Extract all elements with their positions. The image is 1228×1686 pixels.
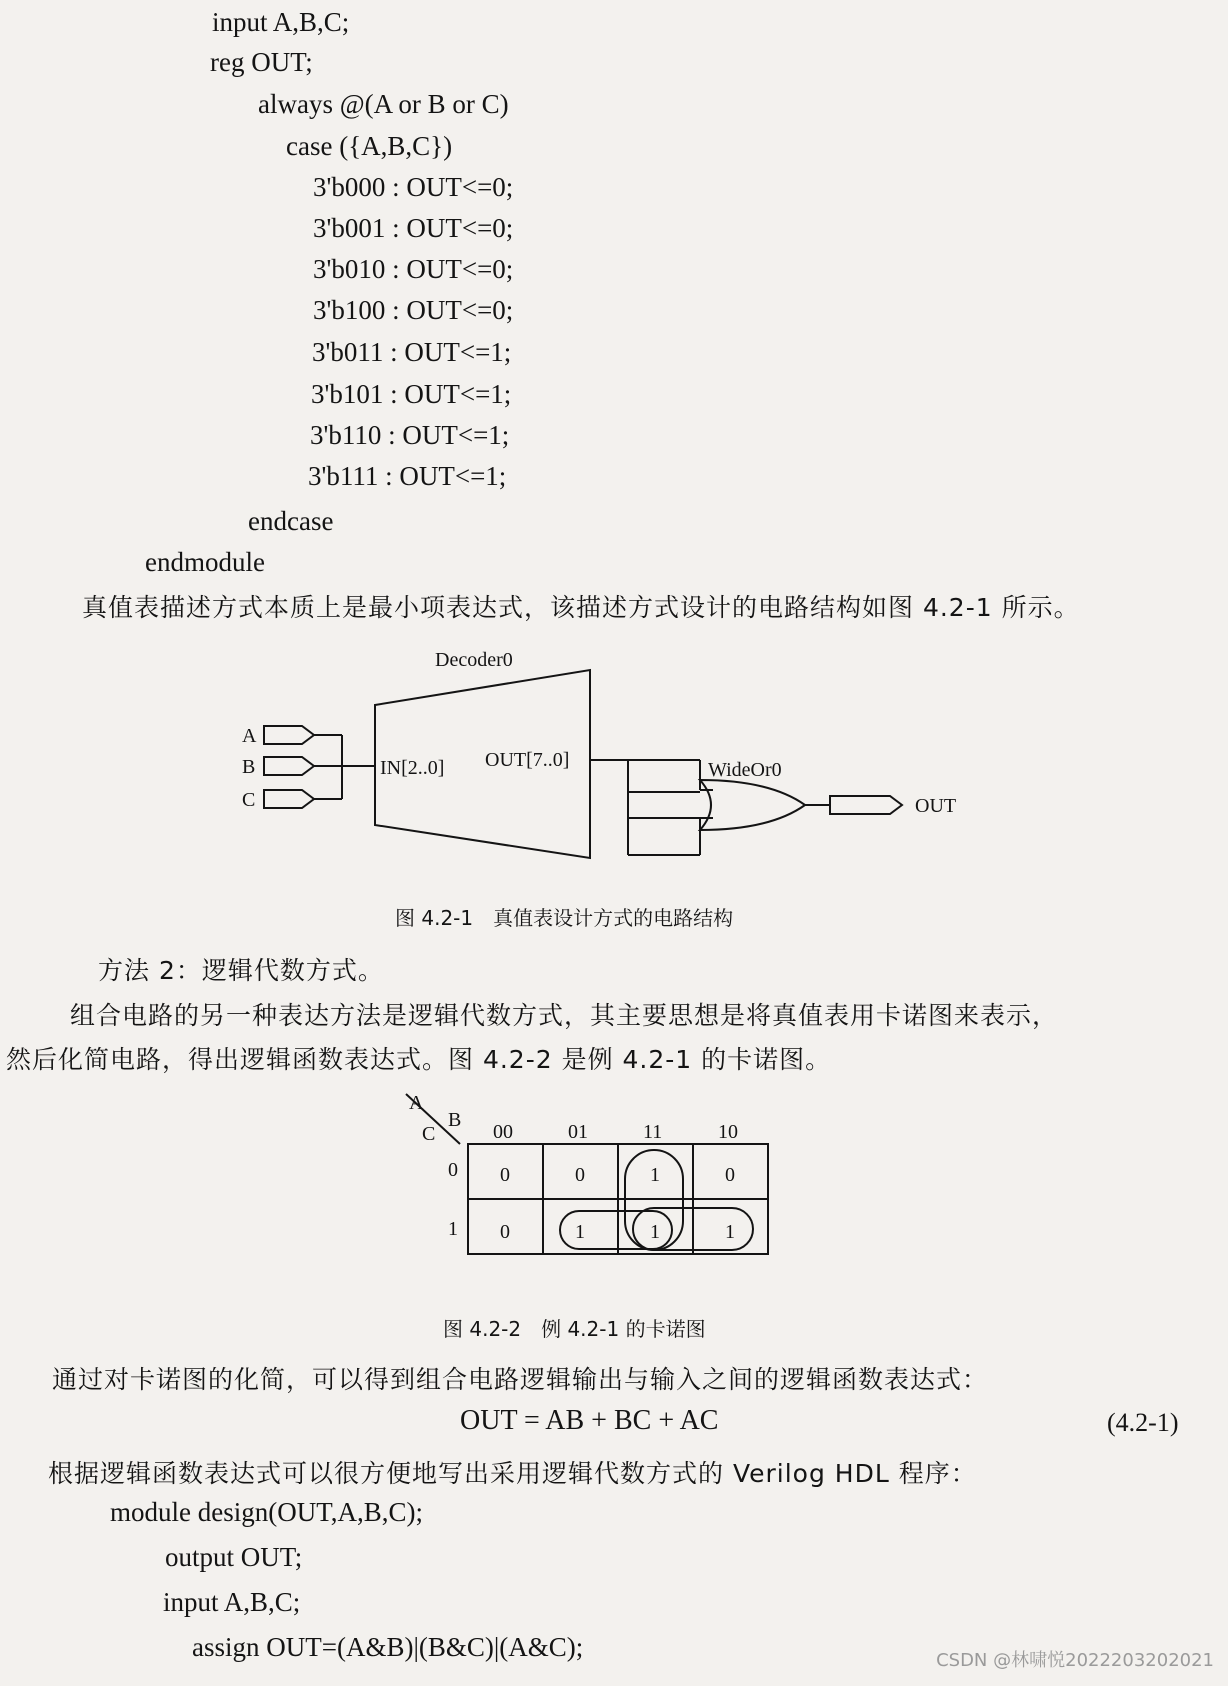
figure-caption: 图 4.2-2 例 4.2-1 的卡诺图: [443, 1317, 706, 1341]
circuit-diagram: [230, 640, 957, 870]
code-line: 3'b101 : OUT<=1;: [311, 379, 512, 409]
input-label-c: C: [242, 789, 256, 811]
kmap-col-header: 00: [493, 1121, 513, 1143]
kmap-row-header: 1: [448, 1218, 458, 1240]
code-line: input A,B,C;: [212, 7, 350, 37]
code-line: endmodule: [145, 547, 265, 577]
equation: OUT = AB + BC + AC: [460, 1405, 719, 1436]
kmap-var-a: A: [409, 1092, 424, 1114]
input-pin-c: [264, 790, 314, 808]
kmap-cell: 0: [575, 1164, 585, 1186]
equation-number: (4.2-1): [1107, 1408, 1179, 1437]
kmap-col-header: 10: [718, 1121, 738, 1143]
or-gate-name: WideOr0: [708, 759, 782, 781]
code-line: always @(A or B or C): [258, 89, 509, 119]
paragraph-text: 通过对卡诺图的化简，可以得到组合电路逻辑输出与输入之间的逻辑函数表达式：: [52, 1365, 989, 1394]
section-heading: 方法 2：逻辑代数方式。: [98, 956, 384, 985]
or-gate: [700, 780, 805, 830]
input-label-b: B: [242, 756, 256, 778]
kmap-cell: 0: [500, 1164, 510, 1186]
code-line: 3'b001 : OUT<=0;: [313, 213, 514, 243]
kmap-cell: 1: [650, 1164, 660, 1186]
code-line: input A,B,C;: [163, 1587, 301, 1617]
code-line: output OUT;: [165, 1542, 303, 1572]
kmap-cell: 0: [500, 1221, 510, 1243]
paragraph-text: 真值表描述方式本质上是最小项表达式，该描述方式设计的电路结构如图 4.2-1 所示。: [82, 593, 1080, 622]
decoder-output-label: OUT[7..0]: [485, 749, 570, 771]
input-label-a: A: [242, 725, 257, 747]
code-line: 3'b100 : OUT<=0;: [313, 295, 514, 325]
code-line: 3'b010 : OUT<=0;: [313, 254, 514, 284]
paragraph-text: 根据逻辑函数表达式可以很方便地写出采用逻辑代数方式的 Verilog HDL 程序：: [48, 1459, 977, 1488]
kmap-cell: 1: [725, 1221, 735, 1243]
code-line: 3'b111 : OUT<=1;: [308, 461, 507, 491]
kmap-row-header: 0: [448, 1159, 458, 1181]
paragraph-text: 组合电路的另一种表达方法是逻辑代数方式，其主要思想是将真值表用卡诺图来表示，: [70, 1001, 1059, 1030]
kmap-cell: 1: [650, 1221, 660, 1243]
karnaugh-map: [400, 1088, 780, 1278]
decoder-name: Decoder0: [435, 649, 513, 671]
code-line: endcase: [248, 506, 334, 536]
code-line: 3'b000 : OUT<=0;: [313, 172, 514, 202]
watermark: CSDN @林啸悦2022203202021: [936, 1650, 1214, 1671]
input-pin-a: [264, 726, 314, 744]
output-label: OUT: [915, 795, 957, 817]
kmap-col-header: 11: [643, 1121, 663, 1143]
code-line: assign OUT=(A&B)|(B&C)|(A&C);: [192, 1632, 584, 1662]
kmap-cell: 1: [575, 1221, 585, 1243]
output-pin: [830, 796, 902, 814]
kmap-var-b: B: [448, 1109, 462, 1131]
code-line: case ({A,B,C}): [286, 131, 453, 161]
decoder-input-label: IN[2..0]: [380, 757, 445, 779]
kmap-col-header: 01: [568, 1121, 588, 1143]
code-line: 3'b011 : OUT<=1;: [312, 337, 512, 367]
code-line: reg OUT;: [210, 47, 313, 77]
paragraph-text: 然后化简电路，得出逻辑函数表达式。图 4.2-2 是例 4.2-1 的卡诺图。: [6, 1045, 832, 1074]
code-line: 3'b110 : OUT<=1;: [310, 420, 510, 450]
input-pin-b: [264, 757, 314, 775]
kmap-cell: 0: [725, 1164, 735, 1186]
figure-caption: 图 4.2-1 真值表设计方式的电路结构: [395, 906, 734, 930]
kmap-var-c: C: [422, 1123, 436, 1145]
code-line: module design(OUT,A,B,C);: [110, 1497, 423, 1527]
